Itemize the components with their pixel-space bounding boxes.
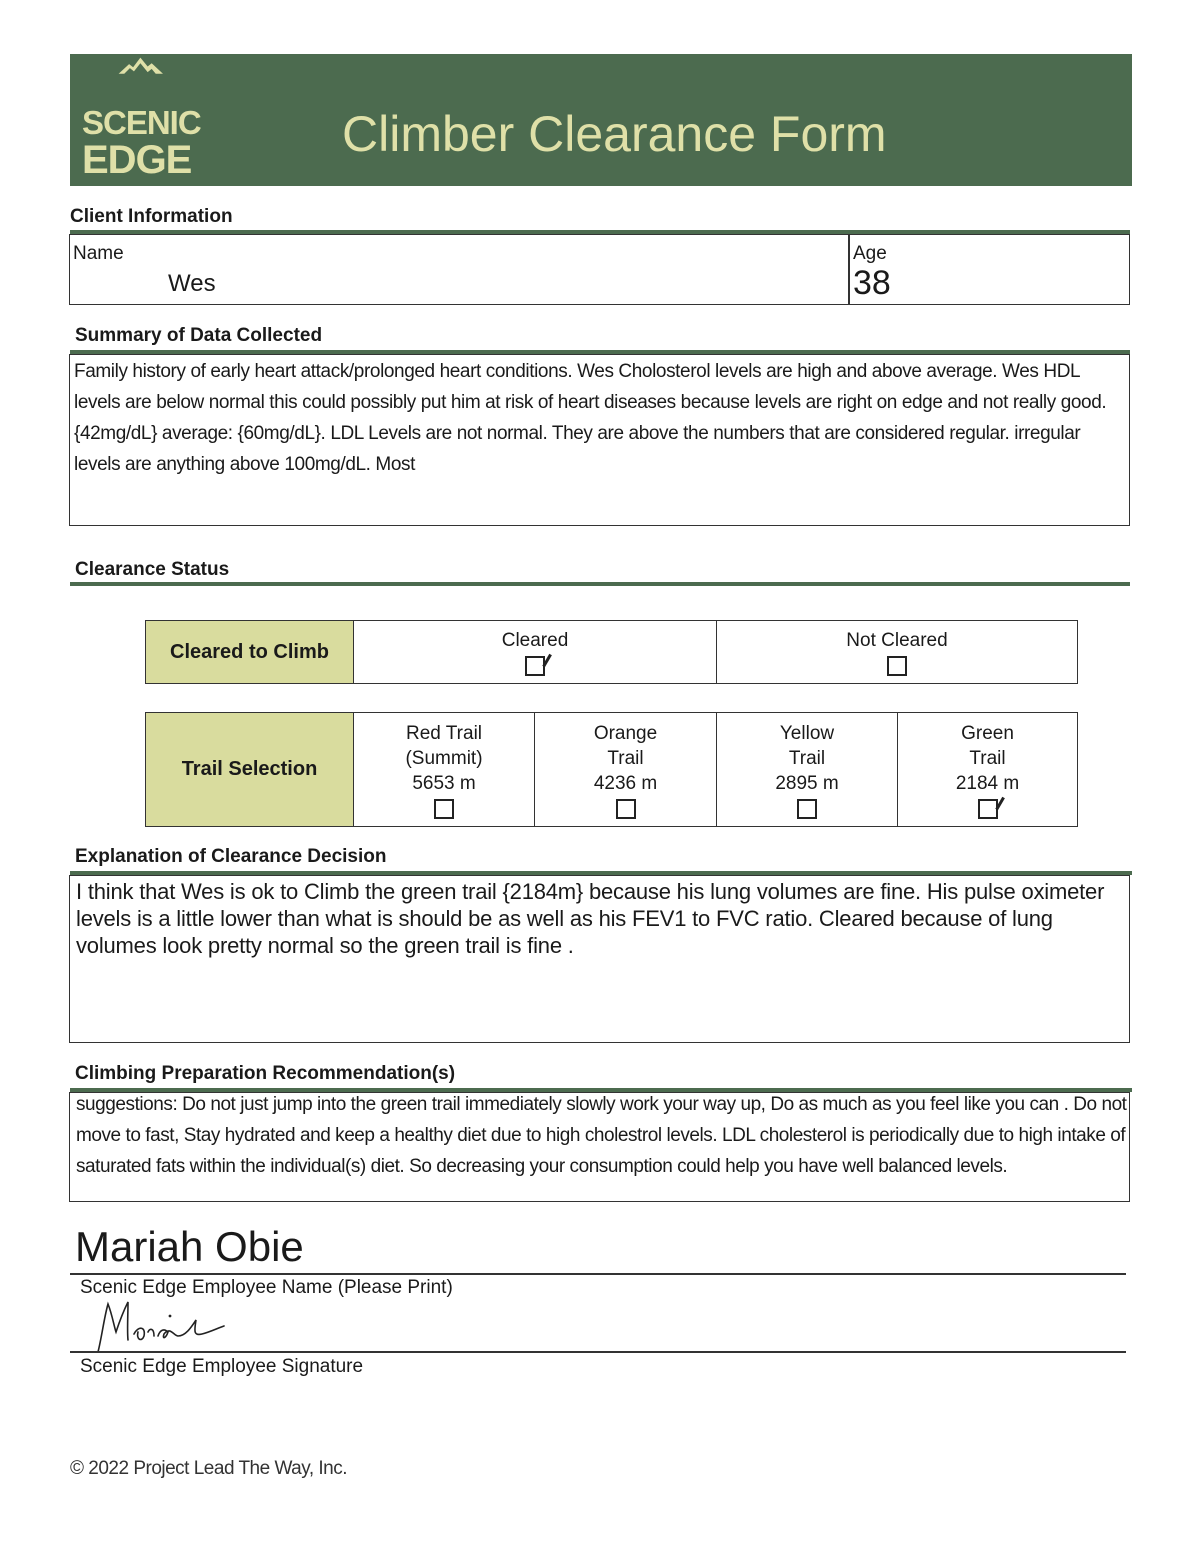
signature-caption: Scenic Edge Employee Signature	[80, 1356, 364, 1377]
signature-line	[70, 1351, 1126, 1353]
recommendations-label: Climbing Preparation Recommendation(s)	[75, 1063, 456, 1084]
trail-name: Yellow	[779, 723, 835, 744]
name-field[interactable]: Wes	[168, 270, 216, 297]
cleared-checkbox[interactable]	[525, 656, 545, 676]
trail-name: Trail	[969, 748, 1006, 769]
trail-distance: 2895 m	[775, 773, 839, 794]
trail-red	[354, 713, 535, 827]
section-rule	[70, 582, 1130, 586]
trail-distance: 5653 m	[412, 773, 476, 794]
employee-name-field[interactable]: Mariah Obie	[75, 1223, 304, 1270]
trail-selection-table	[145, 712, 1078, 827]
trail-distance: 4236 m	[593, 773, 658, 794]
copyright-text: © 2022 Project Lead The Way, Inc.	[70, 1458, 348, 1479]
cleared-to-climb-label: Cleared to Climb	[146, 621, 354, 684]
recommendations-text-field[interactable]: suggestions: Do not just jump into the green trail immediately slowly work your way up, Do as much as you feel like you can . Do not move to fast, Stay hydrated and keep a healthy diet due to high cholestrol levels. LDL cholesterol is periodically due to high intake of saturated fats within the individual(s) diet. So decreasing your consumption could help you have well balanced levels.	[76, 1094, 1127, 1177]
name-line	[70, 1273, 1126, 1275]
trail-name: Trail	[607, 748, 644, 769]
trail-name: Orange	[593, 723, 658, 744]
trail-orange	[535, 713, 717, 827]
option-not-cleared-label: Not Cleared	[846, 630, 948, 651]
orange-trail-checkbox[interactable]	[616, 799, 636, 819]
trail-distance: 2184 m	[955, 773, 1020, 794]
option-cleared-label: Cleared	[501, 630, 569, 651]
trail-name: Red Trail	[405, 723, 483, 744]
divider	[848, 234, 850, 305]
summary-text-field[interactable]: Family history of early heart attack/prolonged heart conditions. Wes Cholosterol levels are high and above average. Wes HDL levels are below normal this could possibly put him at risk of heart diseases because levels are right on edge and not really good. {42mg/dL} average: {60mg/dL}. LDL Levels are not normal. They are above the numbers that are considered regular. irregular levels are anything above 100mg/dL. Most	[74, 361, 1107, 475]
handwritten-signature-icon[interactable]	[90, 1296, 230, 1356]
name-label: Name	[73, 243, 124, 264]
yellow-trail-checkbox[interactable]	[797, 799, 817, 819]
client-info-box	[69, 234, 1130, 305]
logo-text-edge: EDGE	[82, 138, 192, 182]
form-title: Climber Clearance Form	[342, 106, 887, 162]
cleared-table	[145, 620, 1078, 684]
green-trail-checkbox[interactable]	[978, 799, 998, 819]
trail-green	[898, 713, 1078, 827]
explanation-text-field[interactable]: I think that Wes is ok to Climb the green trail {2184m} because his lung volumes are fine. His pulse oximeter levels is a little lower than what is should be as well as his FEV1 to FVC ratio. Cleared because of lung volumes look pretty normal so the green trail is fine .	[76, 879, 1105, 958]
summary-label: Summary of Data Collected	[75, 325, 323, 346]
option-not-cleared	[717, 621, 1078, 684]
trail-name: Trail	[788, 748, 826, 769]
mountain-logo-icon	[80, 56, 204, 106]
red-trail-checkbox[interactable]	[434, 799, 454, 819]
explanation-label: Explanation of Clearance Decision	[75, 846, 387, 867]
age-label: Age	[853, 243, 887, 264]
not-cleared-checkbox[interactable]	[887, 656, 907, 676]
employee-name-caption: Scenic Edge Employee Name (Please Print)	[80, 1277, 453, 1298]
clearance-status-label: Clearance Status	[75, 559, 230, 580]
logo-text-scenic: SCENIC	[82, 104, 201, 141]
trail-name: Green	[961, 723, 1014, 744]
trail-name: (Summit)	[405, 748, 483, 769]
client-info-label: Client Information	[70, 206, 233, 227]
trail-selection-label: Trail Selection	[146, 713, 354, 827]
option-cleared	[354, 621, 717, 684]
age-field[interactable]: 38	[853, 264, 891, 302]
trail-yellow	[717, 713, 898, 827]
